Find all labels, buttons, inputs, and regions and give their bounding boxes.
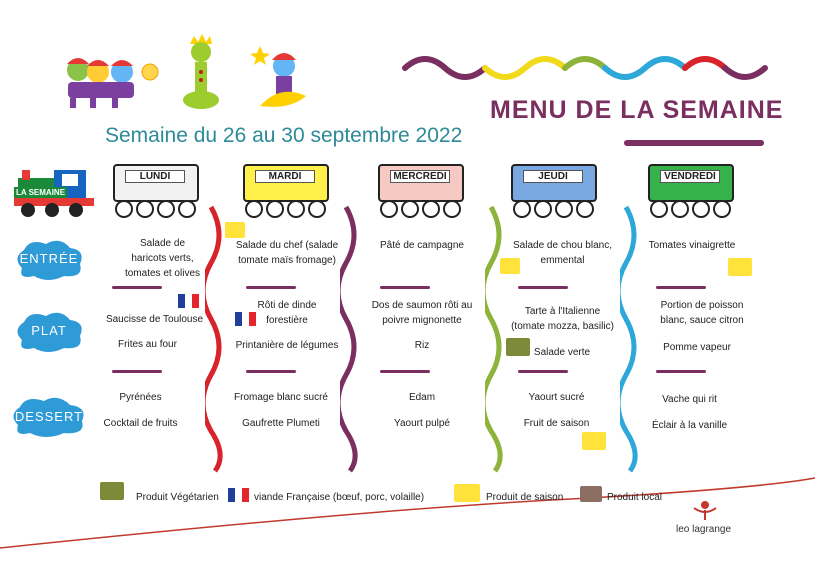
plat-line: forestière xyxy=(266,315,308,326)
separator xyxy=(112,286,162,289)
vendredi-plat-1 xyxy=(632,298,772,328)
entree-line: Salade de chou blanc, xyxy=(513,240,612,251)
entree-line: Salade du chef (salade xyxy=(235,240,339,251)
plat-line: Rôti de dinde xyxy=(257,300,317,311)
french-flag-icon xyxy=(178,294,199,308)
entree-line: tomate maïs fromage) xyxy=(238,255,336,266)
column-divider-2 xyxy=(340,205,364,475)
mercredi-dessert-1: Edam xyxy=(408,392,436,403)
local-tractor-icon xyxy=(580,486,602,502)
wagon-mercredi xyxy=(378,164,468,216)
wheels xyxy=(380,200,461,218)
category-plat: PLAT xyxy=(31,323,67,338)
wagon-jeudi xyxy=(511,164,601,216)
mercredi-plat-2: Riz xyxy=(414,340,430,351)
separator xyxy=(518,370,568,373)
wheels xyxy=(115,200,196,218)
plat-line: Dos de saumon rôti au xyxy=(371,300,473,311)
vendredi-dessert-2: Éclair à la vanille xyxy=(651,420,728,431)
day-label-mercredi: MERCREDI xyxy=(390,170,450,183)
wagon-vendredi xyxy=(648,164,738,216)
mercredi-dessert-2: Yaourt pulpé xyxy=(394,418,450,429)
king-illustration xyxy=(178,32,224,112)
separator xyxy=(380,286,430,289)
legend-seasonal: Produit de saison xyxy=(486,492,564,503)
plat-line: blanc, sauce citron xyxy=(660,315,744,326)
week-date-range: Semaine du 26 au 30 septembre 2022 xyxy=(105,124,463,147)
separator xyxy=(112,370,162,373)
lundi-entree xyxy=(100,236,225,281)
day-label-mardi: MARDI xyxy=(255,170,315,183)
jeudi-plat-1 xyxy=(500,304,625,334)
title-underline xyxy=(624,140,764,146)
leo-lagrange-logo-icon xyxy=(690,500,720,522)
french-flag-icon xyxy=(228,488,249,502)
day-label-lundi: LUNDI xyxy=(125,170,185,183)
plat-line: Tarte à l'Italienne xyxy=(524,306,601,317)
page-title: MENU DE LA SEMAINE xyxy=(490,96,784,124)
vendredi-entree: Tomates vinaigrette xyxy=(648,240,736,251)
seasonal-sun-icon xyxy=(500,258,520,274)
mercredi-plat-1 xyxy=(362,298,482,328)
separator xyxy=(380,370,430,373)
seasonal-sun-icon xyxy=(728,258,752,276)
category-entree: ENTRÉE xyxy=(19,251,79,266)
mardi-dessert-1: Fromage blanc sucré xyxy=(234,392,328,403)
separator xyxy=(656,286,706,289)
train-label: LA SEMAINE xyxy=(16,188,66,197)
legend-vegetarian: Produit Végétarien xyxy=(136,492,219,503)
day-label-jeudi: JEUDI xyxy=(523,170,583,183)
vendredi-dessert-1: Vache qui rit xyxy=(662,394,717,405)
lundi-plat-1: Saucisse de Toulouse xyxy=(105,314,204,325)
lundi-plat-2: Frites au four xyxy=(118,339,177,350)
vendredi-plat-2: Pomme vapeur xyxy=(663,342,731,353)
separator xyxy=(246,286,296,289)
plat-line: poivre mignonette xyxy=(382,315,462,326)
kids-illustration xyxy=(60,48,170,110)
lundi-dessert-2: Cocktail de fruits xyxy=(103,418,178,429)
legend-local: Produit local xyxy=(607,492,663,503)
jeudi-plat-2: Salade verte xyxy=(533,347,591,358)
lundi-dessert-1: Pyrénées xyxy=(119,392,162,403)
separator xyxy=(246,370,296,373)
vegetarian-leaf-icon xyxy=(100,482,124,500)
entree-line: emmental xyxy=(540,255,585,266)
wheels xyxy=(245,200,326,218)
mardi-plat-2: Printanière de légumes xyxy=(235,340,339,351)
star-character-illustration xyxy=(250,44,310,114)
wheels xyxy=(513,200,594,218)
mercredi-entree: Pâté de campagne xyxy=(380,240,464,251)
plat-line: (tomate mozza, basilic) xyxy=(511,321,614,332)
wagon-mardi xyxy=(243,164,333,216)
entree-line: tomates et olives xyxy=(124,268,201,279)
jeudi-dessert-2: Fruit de saison xyxy=(523,418,590,429)
separator xyxy=(518,286,568,289)
separator xyxy=(656,370,706,373)
mardi-dessert-2: Gaufrette Plumeti xyxy=(242,418,320,429)
jeudi-dessert-1: Yaourt sucré xyxy=(528,392,585,403)
entree-line: Salade de xyxy=(139,238,186,249)
brand-name: leo lagrange xyxy=(676,524,732,535)
seasonal-sun-icon xyxy=(454,484,480,502)
entree-line: haricots verts, xyxy=(131,253,194,264)
plat-line: Portion de poisson xyxy=(660,300,744,311)
day-label-vendredi: VENDREDI xyxy=(660,170,720,183)
legend-french-meat: viande Française (bœuf, porc, volaille) xyxy=(254,492,425,503)
mardi-entree xyxy=(232,238,342,268)
vegetarian-leaf-icon xyxy=(506,338,530,356)
french-flag-icon xyxy=(235,312,256,326)
wagon-lundi xyxy=(113,164,203,216)
seasonal-sun-icon xyxy=(225,222,245,238)
wheels xyxy=(650,200,731,218)
decorative-wave xyxy=(400,48,770,88)
category-dessert: DESSERT xyxy=(14,409,84,424)
